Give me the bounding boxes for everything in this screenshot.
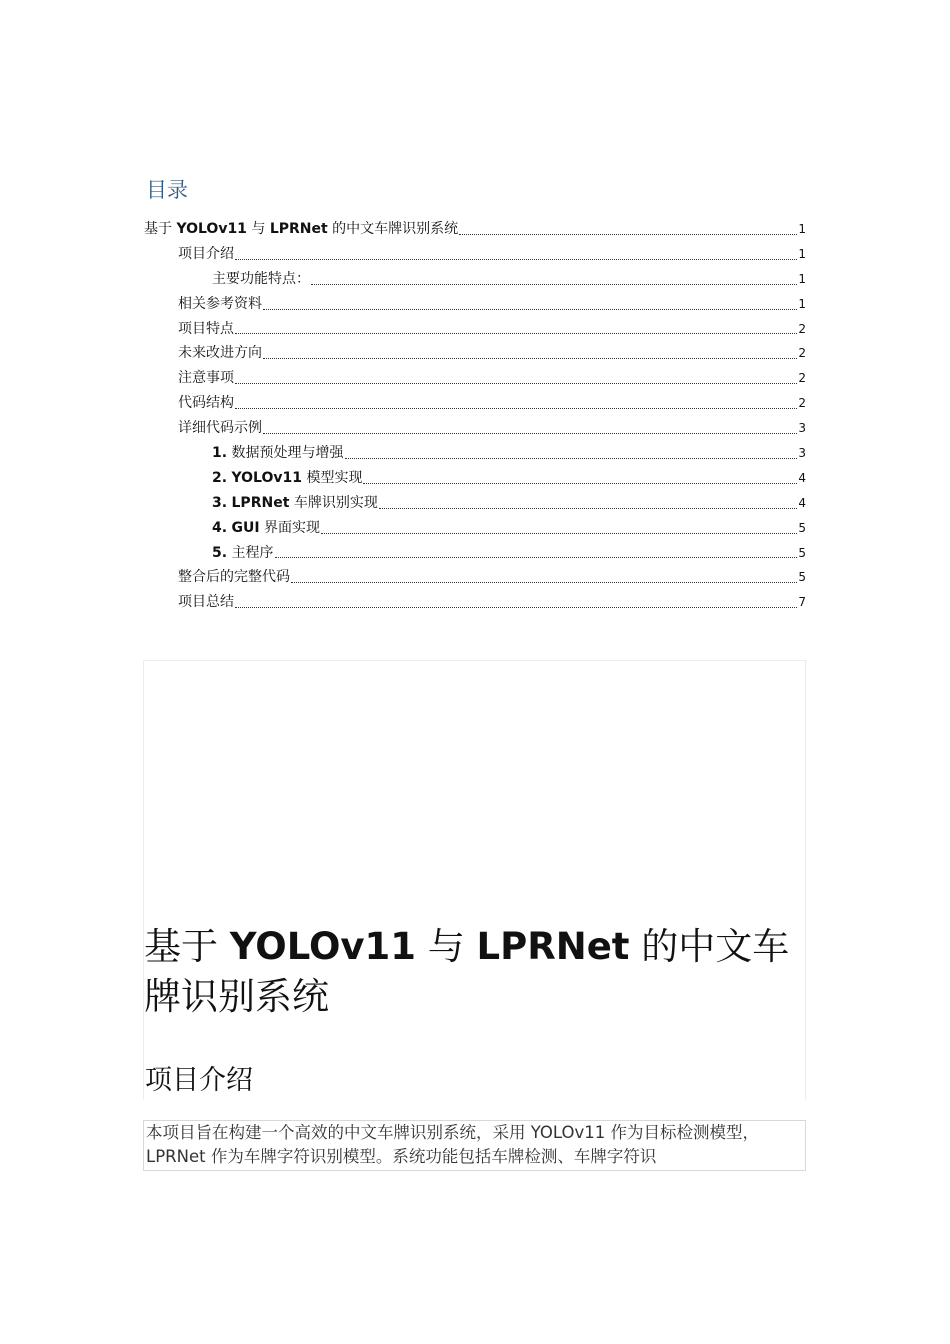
toc-entry-label: 2. YOLOv11 模型实现	[212, 469, 363, 486]
toc-leader-dots	[235, 606, 797, 608]
toc-entry-label: 详细代码示例	[178, 420, 262, 437]
toc-entry[interactable]	[144, 391, 806, 416]
toc-page-number: 1	[798, 296, 806, 311]
toc-entry-label: 相关参考资料	[178, 295, 262, 312]
toc-entry[interactable]	[144, 416, 806, 441]
toc-page-number: 4	[798, 495, 806, 510]
toc-page-number: 2	[798, 321, 806, 336]
toc-entry-label: 项目特点	[178, 320, 234, 337]
toc-page-number: 3	[798, 446, 806, 460]
toc-page-number: 3	[798, 421, 806, 436]
toc-entry-label: 5. 主程序	[212, 544, 274, 561]
toc-entry[interactable]	[144, 441, 806, 466]
toc-entry-label: 基于 YOLOv11 与 LPRNet 的中文车牌识别系统	[144, 220, 459, 237]
toc-leader-dots	[311, 283, 797, 285]
toc-entry[interactable]	[144, 341, 806, 366]
table-of-contents	[144, 217, 806, 615]
toc-entry-label: 4. GUI 界面实现	[212, 519, 321, 536]
toc-leader-dots	[275, 556, 798, 558]
toc-entry-label: 3. LPRNet 车牌识别实现	[212, 494, 378, 511]
toc-page-number: 1	[798, 271, 806, 286]
page-frame	[143, 660, 806, 1100]
toc-page-number: 7	[798, 595, 806, 610]
toc-page-number: 2	[798, 396, 806, 411]
toc-page-number: 1	[798, 246, 806, 261]
toc-leader-dots	[363, 482, 797, 484]
toc-leader-dots	[263, 432, 797, 434]
toc-entry[interactable]	[144, 516, 806, 541]
toc-leader-dots	[379, 507, 798, 509]
toc-entry[interactable]	[144, 491, 806, 516]
toc-leader-dots	[291, 581, 797, 583]
toc-entry-label: 代码结构	[178, 395, 234, 412]
toc-entry[interactable]	[144, 590, 806, 615]
toc-leader-dots	[345, 457, 798, 459]
toc-entry[interactable]	[144, 292, 806, 317]
toc-entry-label: 1. 数据预处理与增强	[212, 445, 344, 461]
toc-leader-dots	[459, 233, 797, 235]
toc-entry[interactable]	[144, 466, 806, 491]
toc-entry[interactable]	[144, 217, 806, 242]
toc-leader-dots	[235, 382, 797, 384]
toc-leader-dots	[263, 308, 797, 310]
document-title: 基于 YOLOv11 与 LPRNet 的中文车牌识别系统	[144, 925, 790, 1018]
section-heading-project-intro: 项目介绍	[145, 1065, 253, 1096]
toc-entry-label: 项目总结	[178, 594, 234, 611]
toc-leader-dots	[235, 258, 797, 260]
toc-leader-dots	[263, 357, 797, 359]
toc-entry[interactable]	[144, 366, 806, 391]
toc-entry-label: 项目介绍	[178, 245, 234, 262]
toc-entry-label: 未来改进方向	[178, 345, 262, 362]
toc-page-number: 2	[798, 346, 806, 361]
toc-title: 目录	[146, 178, 188, 202]
toc-page-number: 5	[798, 545, 806, 560]
toc-leader-dots	[321, 532, 797, 534]
toc-entry[interactable]	[144, 317, 806, 342]
toc-page-number: 5	[798, 520, 806, 535]
toc-page-number: 5	[798, 570, 806, 585]
intro-paragraph: 本项目旨在构建一个高效的中文车牌识别系统，采用 YOLOv11 作为目标检测模型，LPRNet 作为车牌字符识别模型。系统功能包括车牌检测、车牌字符识	[143, 1120, 806, 1171]
toc-entry-label: 主要功能特点：	[212, 270, 310, 287]
toc-entry[interactable]	[144, 267, 806, 292]
toc-leader-dots	[235, 332, 797, 334]
toc-leader-dots	[235, 407, 797, 409]
toc-entry[interactable]	[144, 565, 806, 590]
toc-entry-label: 注意事项	[178, 370, 234, 387]
toc-page-number: 1	[798, 221, 806, 236]
toc-page-number: 2	[798, 371, 806, 386]
toc-entry-label: 整合后的完整代码	[178, 569, 290, 586]
toc-entry[interactable]	[144, 242, 806, 267]
toc-page-number: 4	[798, 470, 806, 485]
toc-entry[interactable]	[144, 541, 806, 566]
